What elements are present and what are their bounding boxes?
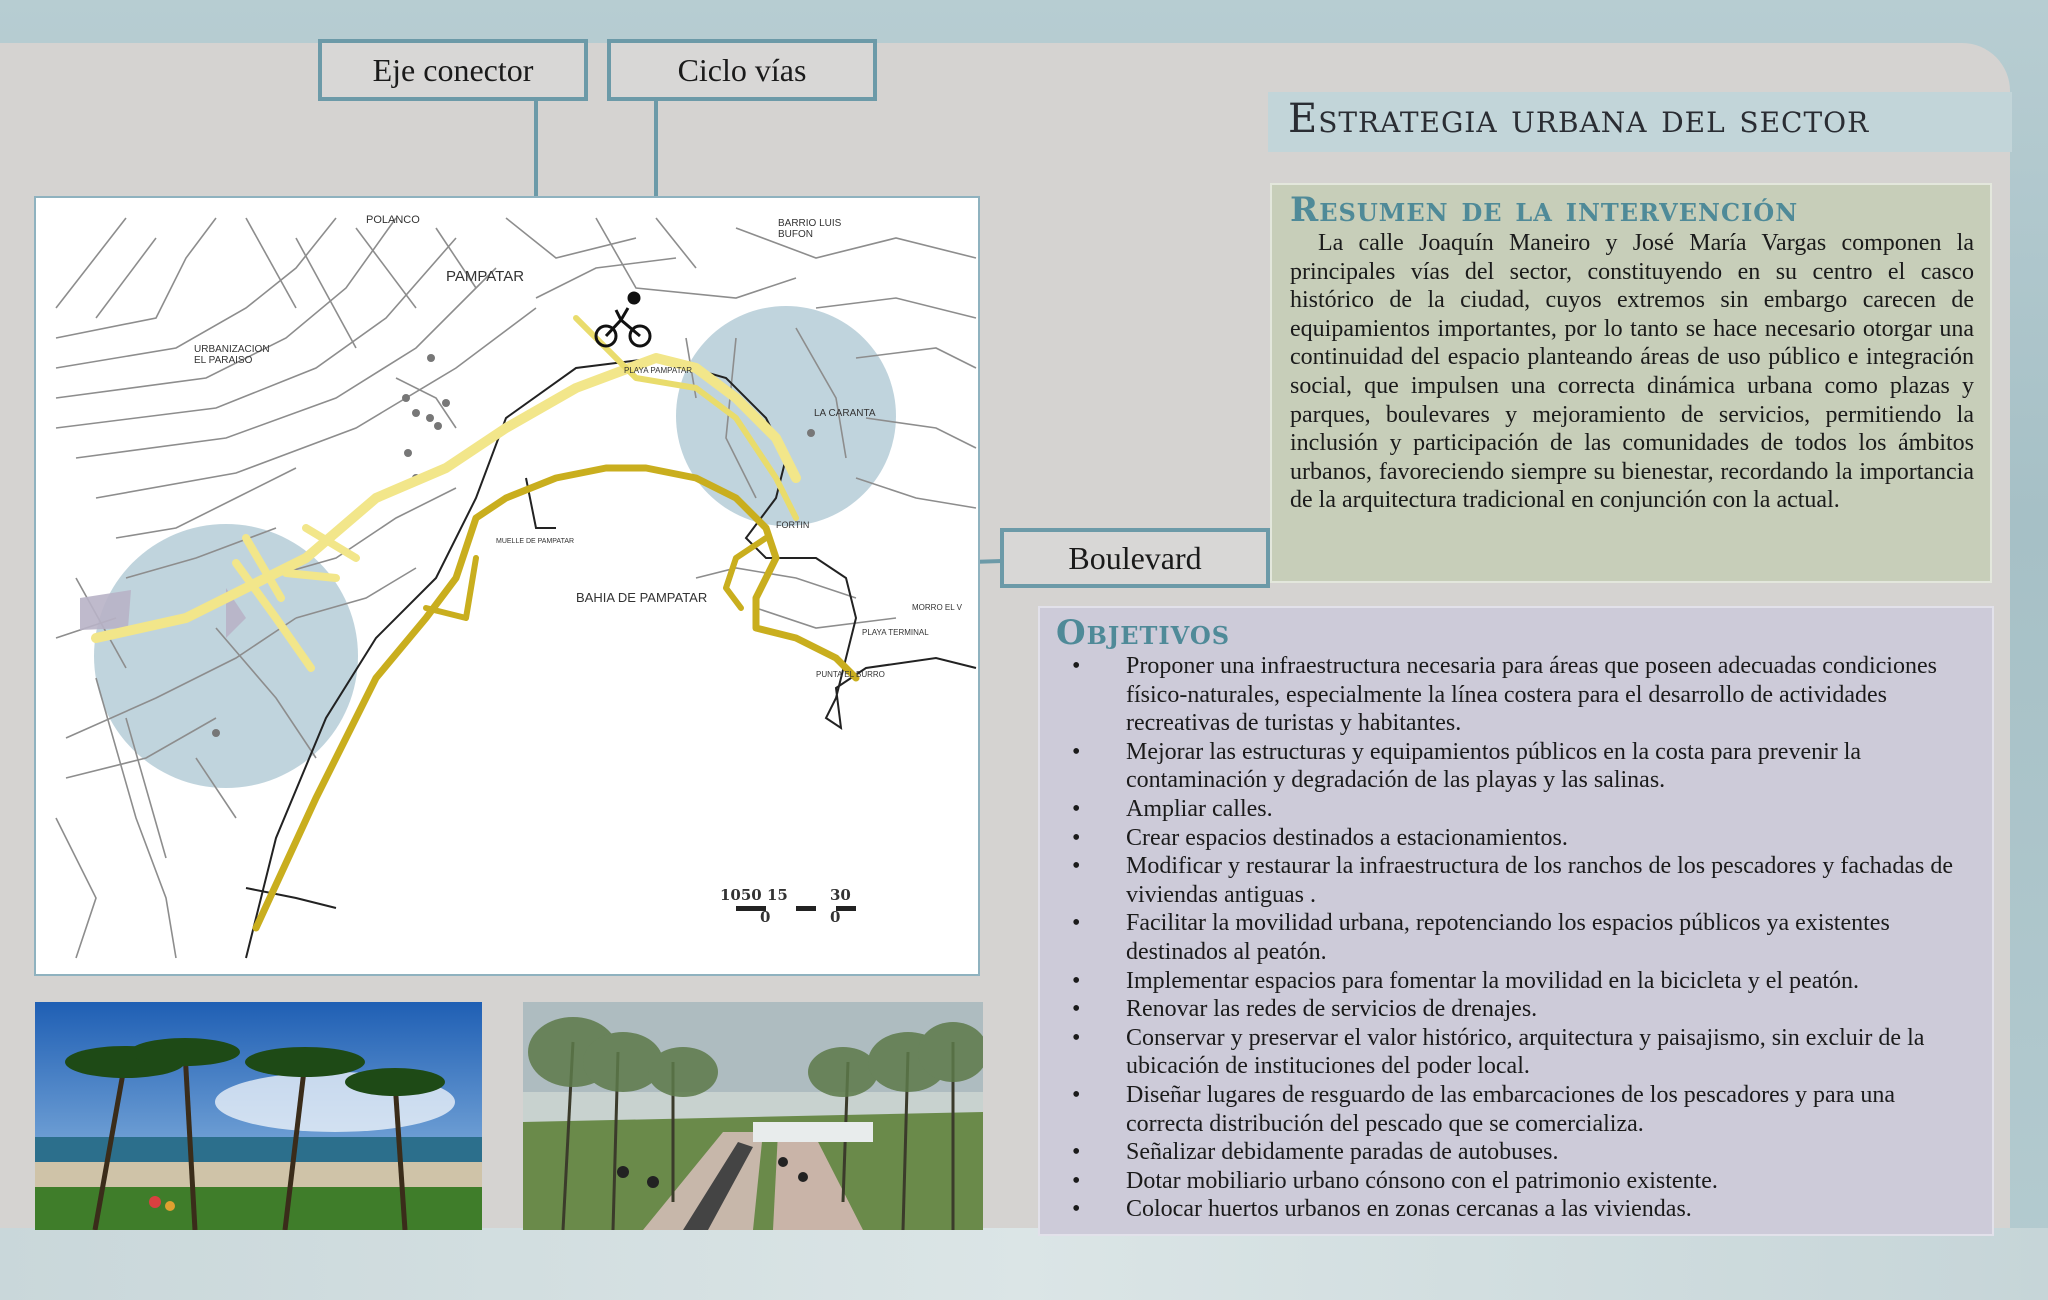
map-label-punta: PUNTA EL BURRO bbox=[816, 670, 885, 679]
beach-photo bbox=[35, 1002, 482, 1230]
list-item: • Renovar las redes de servicios de drenajes. bbox=[1072, 996, 1538, 1023]
map-label-muelle: MUELLE DE PAMPATAR bbox=[496, 538, 575, 545]
list-item: • Colocar huertos urbanos en zonas cercanas a las viviendas. bbox=[1072, 1196, 1692, 1223]
scale-label-top: 1050 15 bbox=[720, 886, 788, 904]
objetivos-heading: Objetivos bbox=[1056, 613, 1231, 653]
map-label-playa-pampatar: PLAYA PAMPATAR bbox=[624, 366, 693, 375]
map-label-la-caranta: LA CARANTA bbox=[814, 408, 876, 419]
map-label-morro: MORRO EL V bbox=[912, 603, 962, 612]
list-item: • Ampliar calles. bbox=[1072, 795, 1273, 822]
map-label-urbanizacion: URBANIZACION EL PARAISO bbox=[194, 344, 270, 366]
map-label-bahia: BAHIA DE PAMPATAR bbox=[576, 590, 708, 605]
page-title: Estrategia urbana del sector bbox=[1288, 96, 1870, 142]
map-label-polanco: POLANCO bbox=[366, 214, 420, 226]
list-item: • Mejorar las estructuras y equipamientos públicos en la costa para prevenir la contaminación y degradación de las playas y las salinas. bbox=[1072, 738, 1862, 794]
list-item: • Implementar espacios para fomentar la movilidad en la bicicleta y el peatón. bbox=[1072, 967, 1860, 994]
list-item: • Facilitar la movilidad urbana, repotenciando los espacios públicos ya existentes destinados al peatón. bbox=[1072, 910, 1890, 965]
resumen-text: La calle Joaquín Maneiro y José María Vargas componen la principales vías del sector, constituyendo en su centro el casco histórico de la ciudad, cuyos extremos sin embargo carecen de equipamientos importantes, por lo tanto se hace necesario otorgar una continuidad del espacio planteando áreas de uso público e integración social, que impulsen una correcta dinámica urbana como plazas y parques, boulevares y mejoramiento de servicios, permitiendo la inclusión y participación de las comunidades de todos los ámbitos urbanos, favoreciendo siempre su bienestar, recordando la importancia de la arquitectura tradicional en conjunción con la actual. bbox=[1290, 230, 1974, 514]
boulevard-label: Boulevard bbox=[1000, 528, 1270, 588]
ciclo-vias-label: Ciclo vías bbox=[607, 39, 877, 101]
resumen-heading: Resumen de la intervención bbox=[1290, 190, 1799, 230]
list-item: • Modificar y restaurar la infraestructura de los ranchos de los pescadores y fachadas de viviendas antiguas . bbox=[1072, 853, 1953, 908]
objetivos-list bbox=[1056, 652, 1978, 1224]
scale-label-bottom-left: 0 bbox=[760, 908, 771, 926]
boulevard-render-photo bbox=[523, 1002, 983, 1230]
list-item: • Señalizar debidamente paradas de autobuses. bbox=[1072, 1139, 1559, 1166]
list-item: • Proponer una infraestructura necesaria para áreas que poseen adecuadas condiciones físico-naturales, especialmente la línea costera para el desarrollo de actividades recreativas de turistas y habitantes. bbox=[1072, 653, 1937, 737]
bicycle-icon bbox=[596, 293, 650, 346]
objetivos-section bbox=[1038, 606, 1994, 1236]
map-label-pampatar: PAMPATAR bbox=[446, 268, 525, 285]
scale-label-top-right: 30 bbox=[830, 886, 851, 904]
list-item: • Diseñar lugares de resguardo de las embarcaciones de los pescadores y para una correcta distribución del pescado que se comercializa. bbox=[1072, 1081, 1896, 1137]
list-item: • Dotar mobiliario urbano cónsono con el patrimonio existente. bbox=[1072, 1167, 1718, 1194]
title-bar bbox=[1268, 92, 2012, 152]
list-item: • Conservar y preservar el valor histórico, arquitectura y paisajismo, sin excluir de la ubicación de instituciones del poder local. bbox=[1072, 1024, 1925, 1080]
list-item: • Crear espacios destinados a estacionamientos. bbox=[1072, 824, 1568, 851]
map-drawing bbox=[36, 198, 980, 976]
urban-map bbox=[34, 196, 980, 976]
map-label-barrio: BARRIO LUIS BUFON bbox=[778, 218, 842, 240]
eje-conector-label: Eje conector bbox=[318, 39, 588, 101]
resumen-section bbox=[1270, 183, 1992, 583]
scale-label-bottom-right: 0 bbox=[830, 908, 841, 926]
map-label-playa-terminal: PLAYA TERMINAL bbox=[862, 628, 929, 637]
map-label-fortin: FORTIN bbox=[776, 520, 810, 530]
